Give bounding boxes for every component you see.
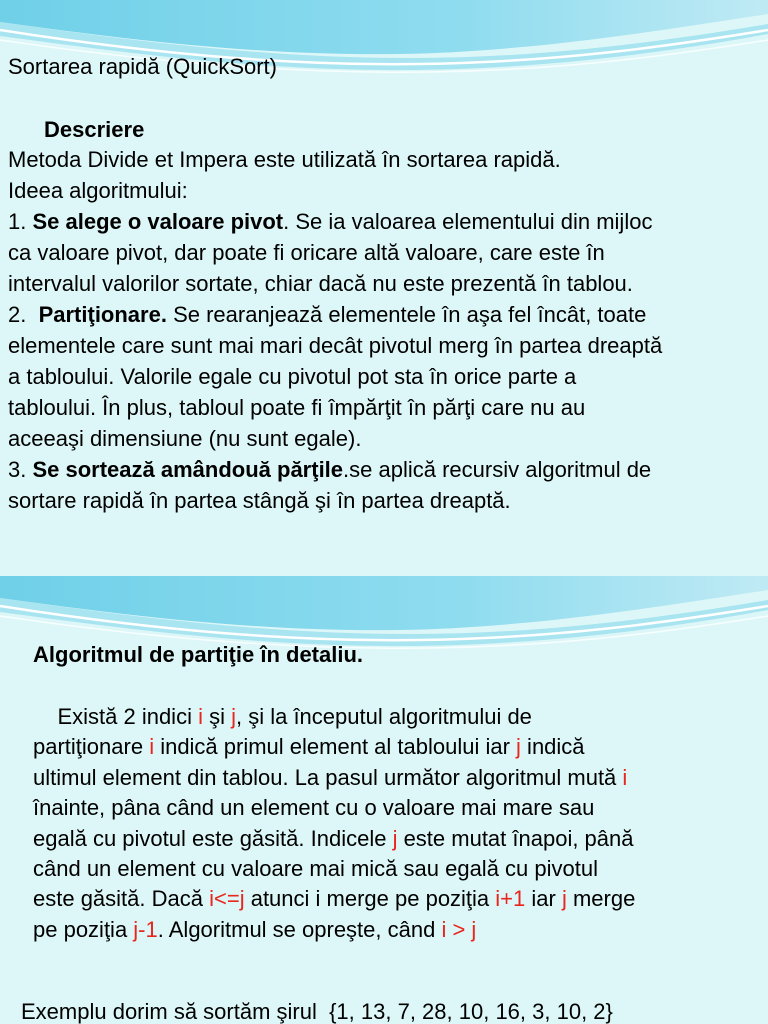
step3-bold: Se sortează amândouă părţile (32, 457, 344, 482)
step2-bold: Partiţionare. (38, 302, 167, 327)
position-i-plus-1: i+1 (495, 886, 526, 912)
slide-title: Sortarea rapidă (QuickSort) (8, 54, 277, 79)
section-heading: Descriere (44, 117, 145, 142)
index-j: j (231, 704, 236, 729)
slide-partition-detail (0, 576, 768, 1024)
idea-label: Ideea algoritmului: (8, 178, 188, 203)
para-line6: când un element cu valoare mai mică sau egală cu pivotul (33, 856, 598, 882)
step2-line2: elementele care sunt mai mari decât pivotul merg în partea dreaptă (8, 333, 663, 358)
step3-line1: 3. Se sortează amândouă părţile.se aplică recursiv algoritmul de (8, 457, 652, 482)
position-j-minus-1: j-1 (133, 916, 158, 942)
step2-line4: tabloului. În plus, tabloul poate fi împărţit în părţi care nu au (8, 395, 586, 420)
step3-line2: sortare rapidă în partea stângă şi în partea dreaptă. (8, 488, 511, 513)
index-i: i (622, 764, 628, 790)
description-body (8, 144, 662, 516)
index-j: j (516, 734, 521, 760)
step1-line3: intervalul valorilor sortate, chiar dacă nu este prezentă în tablou. (8, 271, 633, 296)
partition-paragraph (33, 702, 635, 945)
step1-bold: Se alege o valoare pivot (32, 209, 284, 234)
para-line7: este găsită. Dacă i<=j atunci i merge pe poziţia i+1 iar j merge (33, 886, 636, 912)
index-i: i (198, 704, 203, 729)
step2-line5: aceeaşi dimensiune (nu sunt egale). (8, 426, 362, 451)
index-j: j (392, 825, 398, 851)
para-line3: ultimul element din tablou. La pasul următor algoritmul mută i (33, 764, 628, 790)
stop-condition: i > j (441, 916, 477, 942)
condition-i-le-j: i<=j (209, 886, 245, 912)
step1-line2: ca valoare pivot, dar poate fi oricare altă valoare, care este în (8, 240, 605, 265)
intro-line: Metoda Divide et Impera este utilizată în sortarea rapidă. (8, 147, 561, 172)
para-line4: înainte, pâna când un element cu o valoare mai mare sau (33, 795, 595, 821)
slide-title: Algoritmul de partiţie în detaliu. (33, 642, 364, 667)
step2-line3: a tabloului. Valorile egale cu pivotul pot sta în orice parte a (8, 364, 577, 389)
para-line2: partiţionare i indică primul element al tabloului iar j indică (33, 734, 585, 760)
para-line5: egală cu pivotul este găsită. Indicele j este mutat înapoi, până (33, 825, 634, 851)
example-line: Exemplu dorim să sortăm şirul {1, 13, 7, 28, 10, 16, 3, 10, 2} (21, 999, 613, 1024)
para-line8: pe poziţia j-1. Algoritmul se opreşte, când i > j (33, 916, 477, 942)
index-i: i (149, 734, 155, 760)
step2-line1: 2. Partiţionare. Se rearanjează elementele în aşa fel încât, toate (8, 302, 647, 327)
para-line1: Există 2 indici i şi j, şi la începutul algoritmului de (33, 704, 532, 729)
index-j: j (561, 886, 567, 912)
step1-line1: 1. Se alege o valoare pivot. Se ia valoarea elementului din mijloc (8, 209, 653, 234)
